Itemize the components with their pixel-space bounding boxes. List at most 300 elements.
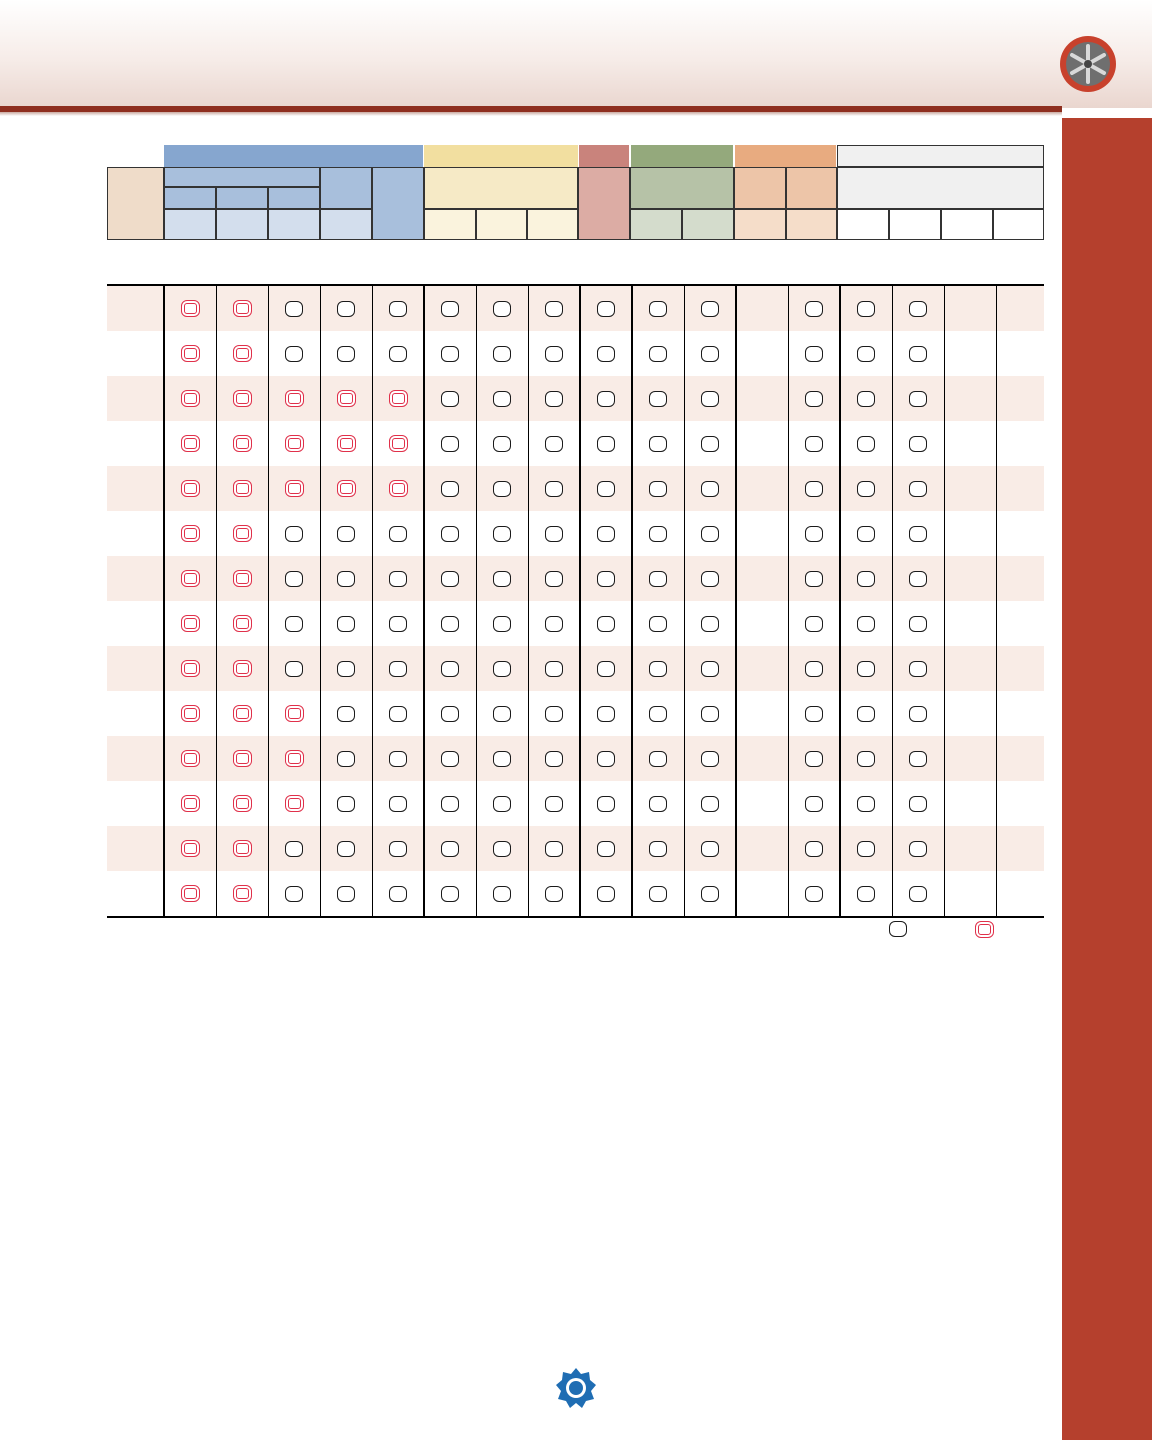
table-cell bbox=[424, 511, 476, 556]
table-cell bbox=[424, 646, 476, 691]
table-cell bbox=[840, 781, 892, 826]
rounded-square-icon bbox=[285, 886, 303, 902]
header-sub-1a bbox=[164, 187, 216, 209]
table-cell bbox=[788, 646, 840, 691]
rounded-square-icon bbox=[545, 526, 563, 542]
table-cell bbox=[216, 871, 268, 916]
double-rounded-square-icon bbox=[285, 435, 304, 452]
double-rounded-square-icon bbox=[233, 795, 252, 812]
rounded-square-icon bbox=[337, 301, 355, 317]
table-cell bbox=[372, 826, 424, 871]
table-cell bbox=[684, 511, 736, 556]
table-cell bbox=[632, 646, 684, 691]
rounded-square-icon bbox=[441, 706, 459, 722]
rounded-square-icon bbox=[857, 661, 875, 677]
rounded-square-icon bbox=[441, 526, 459, 542]
rounded-square-icon bbox=[285, 841, 303, 857]
rounded-square-icon bbox=[805, 886, 823, 902]
header-leaf-1 bbox=[164, 209, 216, 240]
table-cell bbox=[580, 466, 632, 511]
rounded-square-icon bbox=[649, 436, 667, 452]
table-cell bbox=[892, 376, 944, 421]
rounded-square-icon bbox=[701, 886, 719, 902]
table-cell bbox=[424, 691, 476, 736]
double-rounded-square-icon bbox=[233, 570, 252, 587]
rounded-square-icon bbox=[805, 481, 823, 497]
header-leaf-2 bbox=[216, 209, 268, 240]
table-cell bbox=[788, 736, 840, 781]
table-cell bbox=[164, 871, 216, 916]
rounded-square-icon bbox=[857, 616, 875, 632]
table-cell bbox=[788, 331, 840, 376]
header-group-1 bbox=[164, 145, 423, 167]
rounded-square-icon bbox=[857, 301, 875, 317]
table-bottom-rule bbox=[107, 916, 1044, 918]
double-rounded-square-icon bbox=[233, 840, 252, 857]
rounded-square-icon bbox=[649, 301, 667, 317]
table-cell bbox=[216, 646, 268, 691]
header-rule-shadow bbox=[0, 112, 1062, 116]
rounded-square-icon bbox=[805, 436, 823, 452]
table-cell bbox=[684, 646, 736, 691]
rounded-square-icon bbox=[493, 661, 511, 677]
double-rounded-square-icon bbox=[337, 435, 356, 452]
table-cell bbox=[216, 556, 268, 601]
table-cell bbox=[476, 646, 528, 691]
rounded-square-icon bbox=[597, 841, 615, 857]
double-rounded-square-icon bbox=[233, 345, 252, 362]
rounded-square-icon bbox=[909, 751, 927, 767]
table-cell bbox=[580, 691, 632, 736]
table-cell bbox=[320, 826, 372, 871]
table-cell bbox=[840, 601, 892, 646]
table-cell bbox=[580, 556, 632, 601]
rounded-square-icon bbox=[909, 841, 927, 857]
table-cell bbox=[580, 871, 632, 916]
table-cell bbox=[684, 826, 736, 871]
table-cell bbox=[840, 556, 892, 601]
table-cell bbox=[164, 511, 216, 556]
table-cell bbox=[580, 331, 632, 376]
rounded-square-icon bbox=[337, 526, 355, 542]
rounded-square-icon bbox=[545, 391, 563, 407]
rounded-square-icon bbox=[493, 571, 511, 587]
rounded-square-icon bbox=[597, 301, 615, 317]
rounded-square-icon bbox=[597, 661, 615, 677]
header-sub-orange-2 bbox=[786, 167, 837, 209]
rounded-square-icon bbox=[441, 841, 459, 857]
header-leaf-6 bbox=[476, 209, 527, 240]
table-cell bbox=[372, 376, 424, 421]
header-sub-red bbox=[578, 167, 630, 240]
table-cell bbox=[372, 286, 424, 331]
table-cell bbox=[892, 286, 944, 331]
rounded-square-icon bbox=[857, 796, 875, 812]
table-cell bbox=[268, 331, 320, 376]
rounded-square-icon bbox=[597, 481, 615, 497]
rounded-square-icon bbox=[389, 706, 407, 722]
table-cell bbox=[424, 331, 476, 376]
rounded-square-icon bbox=[493, 346, 511, 362]
header-sub-1b bbox=[216, 187, 268, 209]
table-cell bbox=[268, 646, 320, 691]
double-rounded-square-icon bbox=[389, 480, 408, 497]
rounded-square-icon bbox=[649, 796, 667, 812]
table-cell bbox=[216, 286, 268, 331]
table-cell bbox=[216, 421, 268, 466]
table-cell bbox=[788, 781, 840, 826]
table-cell bbox=[476, 601, 528, 646]
rounded-square-icon bbox=[441, 661, 459, 677]
table-cell bbox=[580, 601, 632, 646]
rounded-square-icon bbox=[701, 346, 719, 362]
double-rounded-square-icon bbox=[233, 300, 252, 317]
rounded-square-icon bbox=[337, 661, 355, 677]
header-sub-3 bbox=[372, 167, 424, 240]
rounded-square-icon bbox=[337, 796, 355, 812]
table-cell bbox=[840, 376, 892, 421]
header-band bbox=[0, 0, 1152, 108]
double-rounded-square-icon bbox=[285, 795, 304, 812]
table-cell bbox=[372, 421, 424, 466]
rounded-square-icon bbox=[337, 571, 355, 587]
rounded-square-icon bbox=[337, 886, 355, 902]
header-sub-1c bbox=[268, 187, 320, 209]
table-cell bbox=[164, 646, 216, 691]
table-cell bbox=[424, 556, 476, 601]
table-cell bbox=[476, 826, 528, 871]
table-cell bbox=[580, 736, 632, 781]
rounded-square-icon bbox=[909, 436, 927, 452]
rounded-square-icon bbox=[285, 346, 303, 362]
rounded-square-icon bbox=[909, 796, 927, 812]
header-group-5 bbox=[735, 145, 836, 167]
rounded-square-icon bbox=[909, 571, 927, 587]
rounded-square-icon bbox=[649, 526, 667, 542]
table-cell bbox=[684, 736, 736, 781]
table-cell bbox=[840, 691, 892, 736]
table-cell bbox=[320, 331, 372, 376]
table-cell bbox=[268, 556, 320, 601]
rounded-square-icon bbox=[597, 346, 615, 362]
table-cell bbox=[476, 871, 528, 916]
table-cell bbox=[528, 421, 580, 466]
rounded-square-icon bbox=[389, 526, 407, 542]
rounded-square-icon bbox=[441, 886, 459, 902]
rounded-square-icon bbox=[857, 706, 875, 722]
table-cell bbox=[892, 511, 944, 556]
table-cell bbox=[684, 781, 736, 826]
table-cell bbox=[164, 376, 216, 421]
table-cell bbox=[632, 826, 684, 871]
header-group-3 bbox=[579, 145, 629, 167]
header-leaf-5 bbox=[424, 209, 476, 240]
rounded-square-icon bbox=[545, 481, 563, 497]
double-rounded-square-icon bbox=[181, 705, 200, 722]
rounded-square-icon bbox=[389, 751, 407, 767]
double-rounded-square-icon bbox=[337, 480, 356, 497]
double-rounded-square-icon bbox=[233, 615, 252, 632]
rounded-square-icon bbox=[441, 571, 459, 587]
rounded-square-icon bbox=[909, 526, 927, 542]
osg-logo-icon bbox=[554, 1366, 598, 1410]
table-cell bbox=[476, 376, 528, 421]
table-cell bbox=[632, 286, 684, 331]
table-cell bbox=[632, 421, 684, 466]
table-cell bbox=[632, 331, 684, 376]
rounded-square-icon bbox=[545, 751, 563, 767]
rounded-square-icon bbox=[909, 346, 927, 362]
rounded-square-icon bbox=[805, 346, 823, 362]
table-cell bbox=[788, 556, 840, 601]
rounded-square-icon bbox=[441, 796, 459, 812]
rounded-square-icon bbox=[389, 796, 407, 812]
table-cell bbox=[528, 286, 580, 331]
rounded-square-icon bbox=[701, 301, 719, 317]
table-cell bbox=[268, 511, 320, 556]
table-cell bbox=[892, 736, 944, 781]
table-cell bbox=[528, 556, 580, 601]
table-cell bbox=[684, 331, 736, 376]
header-leaf-14 bbox=[941, 209, 993, 240]
table-cell bbox=[528, 466, 580, 511]
rounded-square-icon bbox=[909, 706, 927, 722]
rounded-square-icon bbox=[857, 526, 875, 542]
header-corner-cell bbox=[107, 167, 164, 240]
rounded-square-icon bbox=[649, 706, 667, 722]
rounded-square-icon bbox=[389, 346, 407, 362]
rounded-square-icon bbox=[441, 616, 459, 632]
table-cell bbox=[268, 466, 320, 511]
table-cell bbox=[632, 781, 684, 826]
table-cell bbox=[424, 286, 476, 331]
legend-recommended bbox=[975, 921, 994, 938]
table-cell bbox=[164, 286, 216, 331]
rounded-square-icon bbox=[285, 526, 303, 542]
table-cell bbox=[632, 736, 684, 781]
rounded-square-icon bbox=[545, 571, 563, 587]
rounded-square-icon bbox=[493, 436, 511, 452]
double-rounded-square-icon bbox=[233, 705, 252, 722]
rounded-square-icon bbox=[805, 616, 823, 632]
table-cell bbox=[840, 466, 892, 511]
table-cell bbox=[892, 781, 944, 826]
table-cell bbox=[476, 781, 528, 826]
rounded-square-icon bbox=[649, 391, 667, 407]
double-rounded-square-icon bbox=[181, 840, 200, 857]
table-cell bbox=[372, 511, 424, 556]
table-cell bbox=[320, 601, 372, 646]
side-tab-bar bbox=[1062, 118, 1152, 1440]
table-cell bbox=[320, 646, 372, 691]
table-cell bbox=[632, 556, 684, 601]
double-rounded-square-icon bbox=[181, 435, 200, 452]
table-cell bbox=[476, 466, 528, 511]
table-cell bbox=[320, 871, 372, 916]
double-rounded-square-icon bbox=[181, 390, 200, 407]
rounded-square-icon bbox=[597, 571, 615, 587]
rounded-square-icon bbox=[389, 841, 407, 857]
table-cell bbox=[424, 826, 476, 871]
table-cell bbox=[268, 601, 320, 646]
table-cell bbox=[424, 781, 476, 826]
table-cell bbox=[372, 646, 424, 691]
rounded-square-icon bbox=[493, 886, 511, 902]
rounded-square-icon bbox=[805, 751, 823, 767]
table-cell bbox=[684, 376, 736, 421]
rounded-square-icon bbox=[597, 616, 615, 632]
rounded-square-icon bbox=[545, 706, 563, 722]
table-cell bbox=[424, 376, 476, 421]
rounded-square-icon bbox=[649, 841, 667, 857]
rounded-square-icon bbox=[889, 921, 907, 937]
table-cell bbox=[528, 511, 580, 556]
rounded-square-icon bbox=[337, 346, 355, 362]
rounded-square-icon bbox=[493, 481, 511, 497]
table-cell bbox=[164, 556, 216, 601]
table-cell bbox=[528, 736, 580, 781]
table-cell bbox=[216, 511, 268, 556]
table-cell bbox=[268, 286, 320, 331]
rounded-square-icon bbox=[701, 841, 719, 857]
table-cell bbox=[840, 646, 892, 691]
rounded-square-icon bbox=[857, 436, 875, 452]
table-cell bbox=[164, 781, 216, 826]
rounded-square-icon bbox=[493, 391, 511, 407]
table-cell bbox=[632, 691, 684, 736]
table-cell bbox=[424, 601, 476, 646]
table-cell bbox=[632, 511, 684, 556]
double-rounded-square-icon bbox=[389, 390, 408, 407]
table-cell bbox=[580, 781, 632, 826]
table-cell bbox=[788, 466, 840, 511]
header-leaf-4 bbox=[320, 209, 372, 240]
table-cell bbox=[424, 466, 476, 511]
table-cell bbox=[892, 331, 944, 376]
rounded-square-icon bbox=[857, 571, 875, 587]
rounded-square-icon bbox=[805, 841, 823, 857]
rounded-square-icon bbox=[805, 301, 823, 317]
table-cell bbox=[788, 286, 840, 331]
rounded-square-icon bbox=[493, 706, 511, 722]
table-cell bbox=[320, 556, 372, 601]
table-cell bbox=[476, 691, 528, 736]
table-cell bbox=[788, 601, 840, 646]
table-cell bbox=[320, 421, 372, 466]
double-rounded-square-icon bbox=[233, 660, 252, 677]
table-cell bbox=[840, 736, 892, 781]
table-cell bbox=[372, 466, 424, 511]
table-cell bbox=[840, 871, 892, 916]
table-cell bbox=[164, 466, 216, 511]
table-cell bbox=[788, 826, 840, 871]
table-cell bbox=[632, 466, 684, 511]
table-cell bbox=[372, 331, 424, 376]
table-cell bbox=[528, 646, 580, 691]
rounded-square-icon bbox=[701, 661, 719, 677]
header-leaf-11 bbox=[786, 209, 837, 240]
table-cell bbox=[164, 601, 216, 646]
rounded-square-icon bbox=[857, 391, 875, 407]
double-rounded-square-icon bbox=[285, 750, 304, 767]
table-cell bbox=[528, 601, 580, 646]
table-cell bbox=[372, 601, 424, 646]
table-cell bbox=[320, 781, 372, 826]
rounded-square-icon bbox=[805, 661, 823, 677]
table-cell bbox=[320, 736, 372, 781]
double-rounded-square-icon bbox=[233, 885, 252, 902]
rounded-square-icon bbox=[493, 301, 511, 317]
rounded-square-icon bbox=[389, 661, 407, 677]
double-rounded-square-icon bbox=[389, 435, 408, 452]
rounded-square-icon bbox=[649, 886, 667, 902]
table-cell bbox=[580, 286, 632, 331]
table-cell bbox=[840, 286, 892, 331]
table-cell bbox=[216, 691, 268, 736]
header-sub-1 bbox=[164, 167, 320, 187]
table-cell bbox=[476, 331, 528, 376]
header-leaf-13 bbox=[889, 209, 941, 240]
rounded-square-icon bbox=[597, 796, 615, 812]
rounded-square-icon bbox=[441, 436, 459, 452]
rounded-square-icon bbox=[337, 706, 355, 722]
table-cell bbox=[684, 556, 736, 601]
table-cell bbox=[476, 511, 528, 556]
double-rounded-square-icon bbox=[233, 435, 252, 452]
table-cell bbox=[268, 421, 320, 466]
table-cell bbox=[164, 691, 216, 736]
rounded-square-icon bbox=[337, 841, 355, 857]
double-rounded-square-icon bbox=[285, 390, 304, 407]
header-leaf-8 bbox=[630, 209, 682, 240]
table-cell bbox=[528, 331, 580, 376]
double-rounded-square-icon bbox=[181, 480, 200, 497]
table-cell bbox=[840, 421, 892, 466]
table-cell bbox=[268, 376, 320, 421]
table-cell bbox=[268, 781, 320, 826]
double-rounded-square-icon bbox=[181, 795, 200, 812]
table-cell bbox=[528, 781, 580, 826]
table-cell bbox=[216, 601, 268, 646]
double-rounded-square-icon bbox=[181, 615, 200, 632]
rounded-square-icon bbox=[701, 616, 719, 632]
column-divider bbox=[944, 286, 945, 916]
table-cell bbox=[424, 421, 476, 466]
table-cell bbox=[684, 601, 736, 646]
double-rounded-square-icon bbox=[181, 885, 200, 902]
rounded-square-icon bbox=[649, 571, 667, 587]
rounded-square-icon bbox=[285, 301, 303, 317]
table-cell bbox=[892, 646, 944, 691]
double-rounded-square-icon bbox=[233, 480, 252, 497]
table-cell bbox=[268, 871, 320, 916]
table-cell bbox=[268, 736, 320, 781]
table-cell bbox=[424, 736, 476, 781]
rounded-square-icon bbox=[909, 616, 927, 632]
rounded-square-icon bbox=[649, 616, 667, 632]
table-cell bbox=[528, 691, 580, 736]
table-cell bbox=[476, 736, 528, 781]
rounded-square-icon bbox=[389, 616, 407, 632]
table-cell bbox=[372, 691, 424, 736]
table-cell bbox=[892, 826, 944, 871]
double-rounded-square-icon bbox=[181, 750, 200, 767]
rounded-square-icon bbox=[857, 751, 875, 767]
rounded-square-icon bbox=[285, 661, 303, 677]
table-cell bbox=[372, 556, 424, 601]
table-cell bbox=[216, 781, 268, 826]
table-cell bbox=[476, 421, 528, 466]
